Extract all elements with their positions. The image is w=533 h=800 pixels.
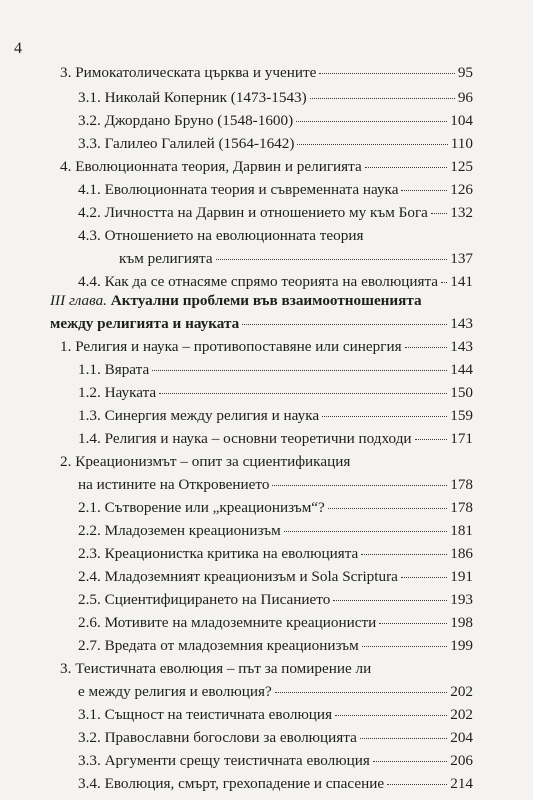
dot-leader: [415, 438, 448, 440]
toc-entry-4-3: [119, 249, 473, 269]
toc-entry-3-2: [78, 111, 473, 131]
toc-entry-1-2: [78, 383, 473, 403]
toc-entry-page: 178: [450, 499, 473, 516]
toc-entry-1-3: [78, 406, 473, 426]
toc-entry-title: 2.1. Сътворение или „креационизъм“?: [78, 499, 325, 516]
toc-entry-title: 3.1. Николай Коперник (1473-1543): [78, 89, 307, 106]
toc-entry-title: 3.4. Еволюция, смърт, грехопадение и спасение: [78, 775, 385, 792]
dot-leader: [297, 143, 447, 145]
toc-entry-title: 1.4. Религия и наука – основни теоретични подходи: [78, 430, 412, 447]
toc-entry-title: 3.3. Галилео Галилей (1564-1642): [78, 135, 295, 152]
toc-entry-4-2: [78, 203, 473, 223]
toc-entry-4-1: [78, 180, 473, 200]
dot-leader: [441, 281, 447, 283]
dot-leader: [284, 530, 448, 532]
toc-entry-title: 2.6. Мотивите на младоземните креационисти: [78, 614, 377, 631]
toc-entry-page: 206: [450, 752, 473, 769]
toc-entry-4-4: [78, 272, 473, 292]
toc-entry-4: [60, 157, 473, 177]
toc-entry-2-6: [78, 613, 473, 633]
toc-entry-title: 2.4. Младоземният креационизъм и Sola Scriptura: [78, 568, 398, 585]
toc-entry-2-4: [78, 567, 473, 587]
toc-entry-title: 4.1. Еволюционната теория и съвременната наука: [78, 181, 399, 198]
toc-entry-page: 202: [450, 683, 473, 700]
toc-entry-title: 4. Еволюционната теория, Дарвин и религията: [60, 158, 362, 175]
toc-entry-3-1: [78, 88, 473, 108]
toc-entry-page: 204: [450, 729, 473, 746]
toc-entry-title: 1.2. Науката: [78, 384, 157, 401]
toc-entry-1-4: [78, 429, 473, 449]
dot-leader: [272, 484, 447, 486]
page-number: 4: [14, 40, 22, 57]
dot-leader: [152, 369, 447, 371]
toc-entry-page: 181: [450, 522, 473, 539]
chapter-title-line2-row: [50, 314, 473, 334]
dot-leader: [242, 323, 447, 325]
toc-entry-title: към религията: [119, 250, 213, 267]
toc-entry-2-5: [78, 590, 473, 610]
toc-entry-title: 3. Римокатолическата църква и учените: [60, 64, 317, 81]
toc-entry-page: 132: [450, 204, 473, 221]
dot-leader: [322, 415, 447, 417]
toc-entry-title: 4.2. Личността на Дарвин и отношението му към Бога: [78, 204, 428, 221]
toc-entry-3b: [78, 682, 473, 702]
toc-entry-title: 3.2. Джордано Бруно (1548-1600): [78, 112, 294, 129]
toc-entry-page: 199: [450, 637, 473, 654]
toc-entry-page: 125: [450, 158, 473, 175]
dot-leader: [216, 258, 448, 260]
toc-entry-page: 110: [450, 135, 473, 152]
dot-leader: [373, 760, 447, 762]
toc-entry-1: [60, 337, 473, 357]
toc-entry-page: 144: [450, 361, 473, 378]
toc-entry-3b-1: [78, 705, 473, 725]
chapter-page: 143: [450, 315, 473, 332]
toc-entry-page: 137: [450, 250, 473, 267]
toc-entry-title: на истините на Откровението: [78, 476, 270, 493]
chapter-heading: [50, 291, 422, 311]
chapter-title-line2: между религията и науката: [50, 315, 240, 332]
toc-entry-page: 186: [450, 545, 473, 562]
toc-entry-4-3-line1: 4.3. Отношението на еволюционната теория: [78, 227, 364, 244]
toc-entry-title: 2.5. Сциентифицирането на Писанието: [78, 591, 331, 608]
dot-leader: [362, 645, 448, 647]
toc-entry-title: 3.3. Аргументи срещу теистичната еволюция: [78, 752, 370, 769]
dot-leader: [401, 189, 447, 191]
toc-entry-page: 96: [457, 89, 473, 106]
dot-leader: [296, 120, 447, 122]
chapter-label: III глава.: [50, 292, 107, 309]
toc-entry-page: 141: [450, 273, 473, 290]
toc-entry-2-7: [78, 636, 473, 656]
toc-entry-title: 2.2. Младоземен креационизъм: [78, 522, 281, 539]
toc-entry-3b-4: [78, 774, 473, 794]
dot-leader: [333, 599, 447, 601]
dot-leader: [328, 507, 447, 509]
dot-leader: [159, 392, 447, 394]
dot-leader: [431, 212, 447, 214]
toc-entry-page: 202: [450, 706, 473, 723]
dot-leader: [361, 553, 447, 555]
toc-entry-2-3: [78, 544, 473, 564]
toc-entry-3b-3: [78, 751, 473, 771]
dot-leader: [310, 97, 455, 99]
dot-leader: [405, 346, 448, 348]
chapter-title-line1: Актуални проблеми във взаимоотношенията: [110, 292, 422, 309]
toc-entry-page: 126: [450, 181, 473, 198]
dot-leader: [335, 714, 447, 716]
toc-entry-title: 1.1. Вярата: [78, 361, 150, 378]
toc-entry-title: 2.3. Креационистка критика на еволюцията: [78, 545, 359, 562]
toc-entry-2-2: [78, 521, 473, 541]
toc-entry-title: 2.7. Вредата от младоземния креационизъм: [78, 637, 359, 654]
toc-entry-2-1: [78, 498, 473, 518]
dot-leader: [379, 622, 447, 624]
toc-entry-3: [60, 63, 473, 83]
toc-entry-3-3: [78, 134, 473, 154]
toc-entry-page: 193: [450, 591, 473, 608]
dot-leader: [360, 737, 447, 739]
dot-leader: [401, 576, 447, 578]
toc-entry-3b-2: [78, 728, 473, 748]
dot-leader: [319, 72, 454, 74]
toc-entry-page: 95: [457, 64, 473, 81]
toc-entry-title: 3.2. Православни богослови за еволюцията: [78, 729, 357, 746]
toc-entry-title: е между религия и еволюция?: [78, 683, 272, 700]
dot-leader: [365, 166, 447, 168]
toc-entry-page: 143: [450, 338, 473, 355]
toc-entry-page: 214: [450, 775, 473, 792]
toc-entry-3b-line1: 3. Теистичната еволюция – път за помирение ли: [60, 660, 372, 677]
toc-entry-page: 104: [450, 112, 473, 129]
toc-entry-page: 150: [450, 384, 473, 401]
toc-entry-title: 1.3. Синергия между религия и наука: [78, 407, 320, 424]
toc-entry-page: 198: [450, 614, 473, 631]
toc-entry-1-1: [78, 360, 473, 380]
toc-entry-page: 159: [450, 407, 473, 424]
toc-entry-2-line1: 2. Креационизмът – опит за сциентификация: [60, 453, 351, 470]
dot-leader: [387, 783, 447, 785]
toc-entry-title: 3.1. Същност на теистичната еволюция: [78, 706, 333, 723]
toc-entry-2: [78, 475, 473, 495]
toc-entry-page: 171: [450, 430, 473, 447]
toc-entry-title: 4.4. Как да се отнасяме спрямо теорията на еволюцията: [78, 273, 439, 290]
toc-entry-page: 191: [450, 568, 473, 585]
toc-entry-page: 178: [450, 476, 473, 493]
toc-entry-title: 1. Религия и наука – противопоставяне или синергия: [60, 338, 402, 355]
dot-leader: [275, 691, 448, 693]
